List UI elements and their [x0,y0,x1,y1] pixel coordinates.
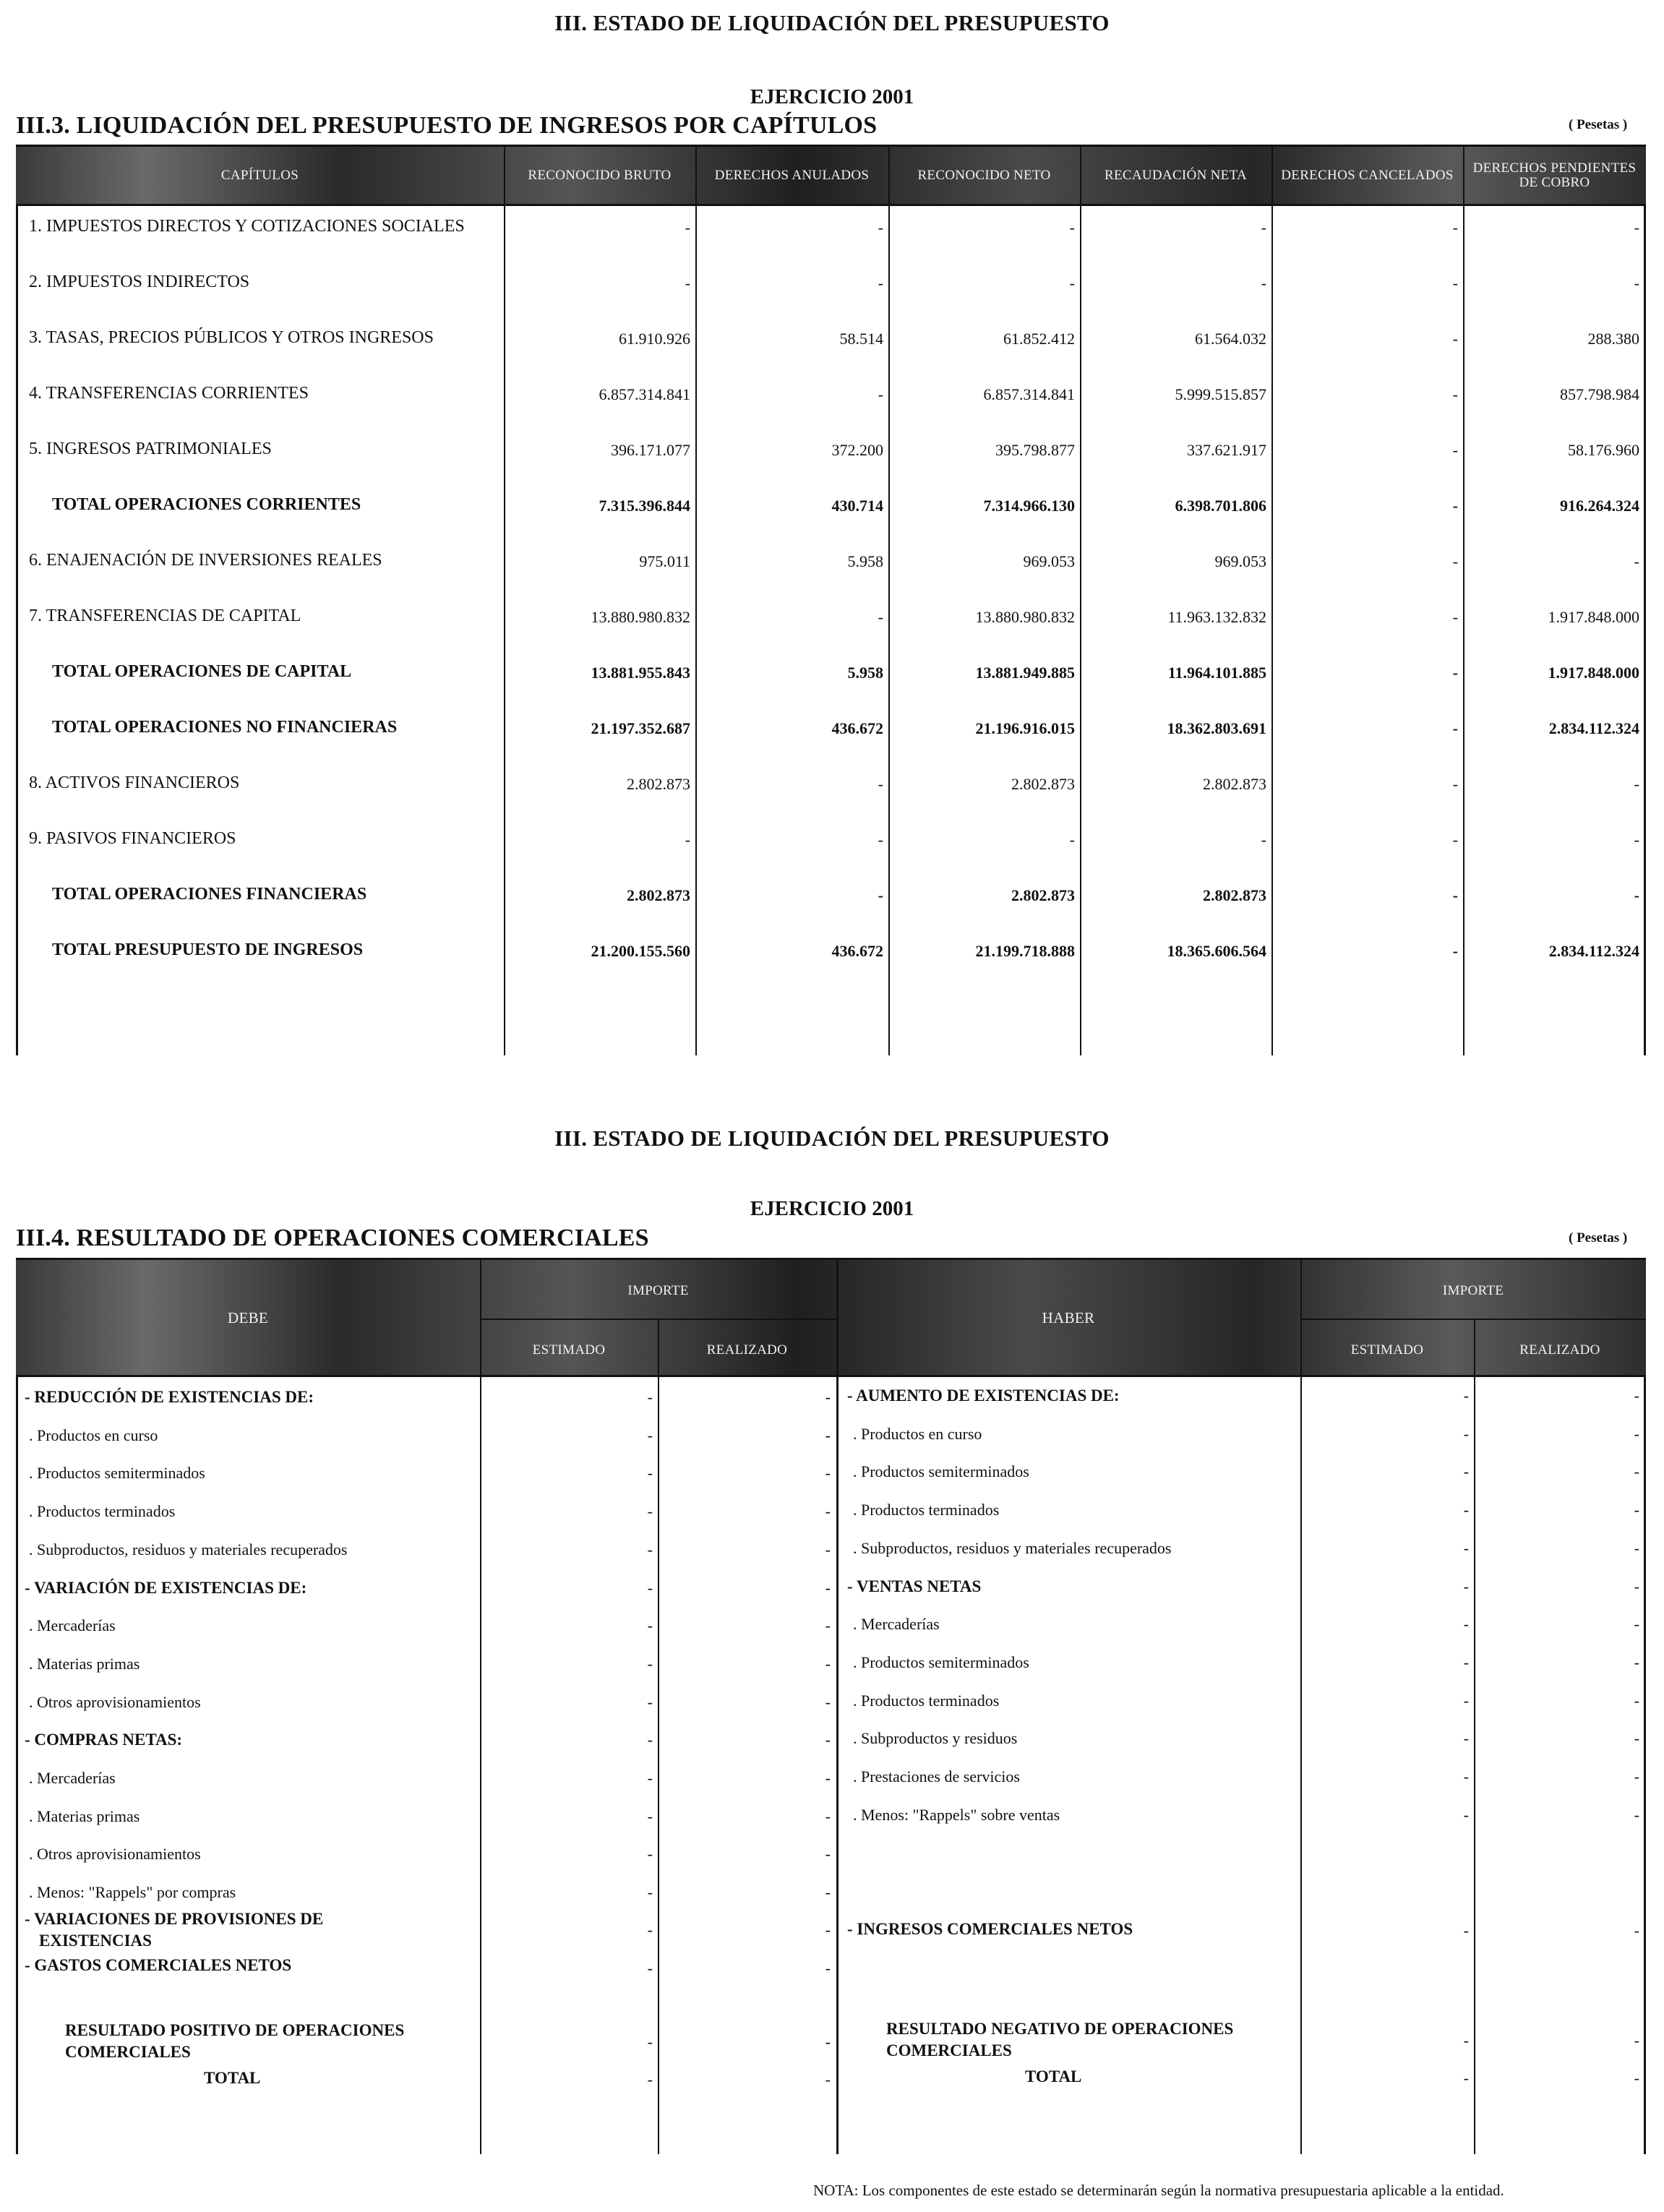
haber-row-label: . Prestaciones de servicios [853,1767,1020,1786]
capitulo-row-value: - [1452,942,1458,960]
haber-estimado-value: - [1463,2069,1469,2087]
capitulo-row-label: TOTAL OPERACIONES FINANCIERAS [52,885,367,904]
capitulo-row-value: 11.964.101.885 [1167,664,1266,682]
capitulo-row-value: 436.672 [831,942,883,960]
haber-realizado-value: - [1634,1806,1639,1824]
debe-row-label: . Mercaderías [29,1616,116,1634]
capitulo-row-value: 21.197.352.687 [591,719,690,737]
debe-realizado-value: - [825,1502,831,1520]
capitulo-row-value: 395.798.877 [995,441,1075,459]
debe-row-label: - COMPRAS NETAS: [25,1731,183,1749]
capitulo-row-value: 2.834.112.324 [1548,942,1639,960]
capitulo-row-value: 372.200 [831,441,883,459]
nota-footnote: NOTA: Los componentes de este estado se determinarán según la normativa presupuestaria aplicable a la entidad. [813,2182,1504,2199]
debe-estimado-value: - [647,1616,653,1634]
capitulo-row-value: 61.910.926 [619,330,690,348]
col-header-debe: DEBE [227,1308,269,1326]
capitulo-row-label: 2. IMPUESTOS INDIRECTOS [29,273,250,291]
haber-ingresos-label: - INGRESOS COMERCIALES NETOS [847,1920,1133,1938]
capitulo-row-value: - [878,886,883,904]
capitulo-row-label: TOTAL PRESUPUESTO DE INGRESOS [52,940,364,959]
haber-row-label: . Productos semiterminados [853,1653,1029,1671]
debe-realizado-value: - [825,1883,831,1901]
capitulo-row-value: - [1452,385,1458,403]
capitulo-row-value: - [1452,552,1458,570]
debe-resultado-label: COMERCIALES [65,2043,191,2061]
debe-row-label: . Otros aprovisionamientos [29,1845,201,1863]
debe-estimado-value: - [647,1655,653,1673]
haber-realizado-value: - [1634,1921,1639,1939]
debe-realizado-value: - [825,1769,831,1787]
capitulo-row-value: - [1452,608,1458,626]
capitulo-row-value: - [878,385,883,403]
haber-realizado-value: - [1634,1767,1639,1786]
capitulo-row-value: - [1261,218,1266,236]
capitulo-row-value: - [1634,552,1639,570]
capitulo-row-value: 18.362.803.691 [1167,719,1266,737]
debe-estimado-value: - [647,1769,653,1787]
debe-realizado-value: - [825,1388,831,1406]
debe-realizado-value: - [825,1693,831,1711]
capitulo-row-value: 975.011 [639,552,690,570]
capitulo-row-value: 5.999.515.857 [1175,385,1266,403]
capitulo-row-value: 2.802.873 [627,886,690,904]
capitulo-row-label: 8. ACTIVOS FINANCIEROS [29,773,240,792]
capitulo-row-value: - [1634,831,1639,849]
debe-realizado-value: - [825,2070,831,2088]
haber-realizado-value: - [1634,2069,1639,2087]
debe-row-label: . Subproductos, residuos y materiales recuperados [29,1540,348,1559]
capitulo-row-value: 61.564.032 [1195,330,1266,348]
capitulo-row-value: - [1634,775,1639,793]
capitulo-row-value: 21.196.916.015 [975,719,1075,737]
capitulo-row-value: 2.802.873 [1203,886,1266,904]
haber-estimado-value: - [1463,1729,1469,1747]
capitulo-row-value: 21.199.718.888 [975,942,1075,960]
capitulo-row-value: 857.798.984 [1560,385,1639,403]
haber-realizado-value: - [1634,1577,1639,1595]
haber-estimado-value: - [1463,1767,1469,1786]
col-header-importe-haber: IMPORTE [1442,1282,1504,1298]
debe-realizado-value: - [825,1807,831,1825]
haber-estimado-value: - [1463,1806,1469,1824]
section2-title: III.4. RESULTADO DE OPERACIONES COMERCIALES [16,1225,649,1251]
capitulo-row-value: 58.176.960 [1568,441,1639,459]
capitulo-row-value: 337.621.917 [1187,441,1266,459]
debe-realizado-value: - [825,1426,831,1444]
haber-row-label: . Mercaderías [853,1615,940,1633]
debe-realizado-value: - [825,1731,831,1749]
haber-total-label: TOTAL [1025,2067,1082,2085]
capitulo-row-value: 5.958 [847,664,883,682]
haber-estimado-value: - [1463,1615,1469,1633]
haber-row-label: - AUMENTO DE EXISTENCIAS DE: [847,1386,1120,1405]
haber-resultado-label: RESULTADO NEGATIVO DE OPERACIONES [886,2020,1234,2038]
section2-ejercicio: EJERCICIO 2001 [750,1197,914,1220]
section2-unit: ( Pesetas ) [1569,1230,1628,1246]
capitulo-row-label: 5. INGRESOS PATRIMONIALES [29,440,272,458]
haber-row-label: . Subproductos, residuos y materiales recuperados [853,1539,1172,1557]
divider [1474,1319,1475,2154]
divider [480,1258,481,2154]
capitulo-row-value: 436.672 [831,719,883,737]
divider [1463,145,1464,1055]
haber-row-label: . Productos semiterminados [853,1462,1029,1480]
debe-gastos-label: - GASTOS COMERCIALES NETOS [25,1956,292,1974]
capitulo-row-value: - [878,218,883,236]
capitulo-row-value: - [1634,274,1639,292]
comerciales-table-header [16,1258,1646,1377]
capitulo-row-value: 5.958 [847,552,883,570]
debe-estimado-value: - [647,1426,653,1444]
haber-estimado-value: - [1463,1386,1469,1405]
haber-realizado-value: - [1634,1539,1639,1557]
debe-estimado-value: - [647,1693,653,1711]
debe-variaciones-label: - VARIACIONES DE PROVISIONES DE [25,1910,324,1928]
capitulo-row-value: - [1452,497,1458,515]
debe-realizado-value: - [825,1464,831,1482]
capitulo-row-value: 6.398.701.806 [1175,497,1266,515]
haber-estimado-value: - [1463,1921,1469,1939]
col-header-recaudacion-neta: RECAUDACIÓN NETA [1105,167,1247,183]
capitulo-row-value: 396.171.077 [611,441,690,459]
capitulos-table-header [16,145,1646,206]
debe-variaciones-label: EXISTENCIAS [39,1932,152,1950]
capitulo-row-value: - [1452,719,1458,737]
capitulo-row-value: - [878,608,883,626]
capitulo-row-label: 3. TASAS, PRECIOS PÚBLICOS Y OTROS INGRESOS [29,328,434,347]
debe-realizado-value: - [825,1921,831,1939]
capitulo-row-label: TOTAL OPERACIONES DE CAPITAL [52,662,352,681]
debe-realizado-value: - [825,2033,831,2051]
section1-title: III.3. LIQUIDACIÓN DEL PRESUPUESTO DE INGRESOS POR CAPÍTULOS [16,112,878,139]
capitulo-row-value: 11.963.132.832 [1167,608,1266,626]
capitulo-row-value: - [1069,831,1075,849]
capitulo-row-value: - [1261,274,1266,292]
haber-estimado-value: - [1463,1577,1469,1595]
debe-estimado-value: - [647,2033,653,2051]
haber-row-label: . Productos en curso [853,1425,982,1443]
haber-row-label: . Productos terminados [853,1692,1000,1710]
col-header-realizado-haber: REALIZADO [1519,1342,1600,1358]
capitulo-row-value: - [1452,664,1458,682]
debe-row-label: . Materias primas [29,1655,140,1673]
debe-resultado-label: RESULTADO POSITIVO DE OPERACIONES [65,2021,405,2039]
capitulo-row-value: - [1634,218,1639,236]
debe-estimado-value: - [647,1807,653,1825]
capitulo-row-value: 13.881.949.885 [975,664,1075,682]
debe-realizado-value: - [825,1616,831,1634]
capitulo-row-value: 2.802.873 [1011,886,1075,904]
haber-realizado-value: - [1634,1501,1639,1519]
section2-heading: III. ESTADO DE LIQUIDACIÓN DEL PRESUPUESTO [554,1126,1110,1151]
debe-realizado-value: - [825,1579,831,1597]
capitulo-row-value: 58.514 [839,330,883,348]
haber-realizado-value: - [1634,1615,1639,1633]
capitulo-row-label: 4. TRANSFERENCIAS CORRIENTES [29,384,309,403]
capitulo-row-value: 969.053 [1023,552,1075,570]
col-header-derechos-anulados: DERECHOS ANULADOS [714,167,870,183]
capitulo-row-value: - [685,274,690,292]
debe-estimado-value: - [647,1502,653,1520]
debe-estimado-value: - [647,1883,653,1901]
capitulo-row-value: 6.857.314.841 [983,385,1075,403]
debe-row-label: - REDUCCIÓN DE EXISTENCIAS DE: [25,1388,314,1406]
capitulo-row-value: 2.802.873 [1203,775,1266,793]
haber-realizado-value: - [1634,1386,1639,1405]
capitulo-row-value: - [1069,274,1075,292]
capitulo-row-value: - [1452,218,1458,236]
debe-row-label: . Menos: "Rappels" por compras [29,1883,236,1901]
divider [836,1258,839,2154]
debe-row-label: . Productos terminados [29,1502,176,1520]
capitulo-row-value: - [685,831,690,849]
capitulo-row-value: 61.852.412 [1003,330,1075,348]
haber-estimado-value: - [1463,1462,1469,1480]
capitulo-row-value: 2.802.873 [1011,775,1075,793]
haber-row-label: . Menos: "Rappels" sobre ventas [853,1806,1060,1824]
capitulo-row-value: 18.365.606.564 [1167,942,1266,960]
capitulo-row-value: - [1634,886,1639,904]
divider [1080,145,1081,1055]
haber-row-label: . Subproductos y residuos [853,1729,1018,1747]
capitulo-row-value: - [1452,441,1458,459]
capitulo-row-value: 21.200.155.560 [591,942,690,960]
capitulo-row-value: 430.714 [831,497,883,515]
capitulo-row-value: 1.917.848.000 [1548,664,1639,682]
debe-row-label: . Mercaderías [29,1769,116,1787]
capitulo-row-value: 2.834.112.324 [1548,719,1639,737]
debe-realizado-value: - [825,1959,831,1977]
col-header-reconocido-bruto: RECONOCIDO BRUTO [528,167,672,183]
capitulo-row-value: - [878,775,883,793]
capitulo-row-value: - [1069,218,1075,236]
divider [504,145,505,1055]
capitulo-row-label: 6. ENAJENACIÓN DE INVERSIONES REALES [29,551,382,570]
col-header-pendientes-cobro: DERECHOS PENDIENTES DE COBRO [1472,160,1637,190]
section1-heading: III. ESTADO DE LIQUIDACIÓN DEL PRESUPUESTO [554,10,1110,35]
debe-estimado-value: - [647,1540,653,1559]
capitulo-row-value: 13.881.955.843 [591,664,690,682]
debe-total-label: TOTAL [204,2069,261,2087]
capitulo-row-value: 916.264.324 [1560,497,1639,515]
debe-estimado-value: - [647,1579,653,1597]
divider [1300,1258,1302,2154]
capitulo-row-value: - [1452,274,1458,292]
haber-realizado-value: - [1634,1653,1639,1671]
debe-estimado-value: - [647,1464,653,1482]
capitulo-row-value: - [1452,775,1458,793]
haber-estimado-value: - [1463,1539,1469,1557]
section1-ejercicio: EJERCICIO 2001 [750,85,914,108]
capitulo-row-label: TOTAL OPERACIONES CORRIENTES [52,495,361,514]
capitulo-row-label: 7. TRANSFERENCIAS DE CAPITAL [29,606,301,625]
haber-realizado-value: - [1634,2031,1639,2049]
debe-estimado-value: - [647,1959,653,1977]
capitulo-row-label: TOTAL OPERACIONES NO FINANCIERAS [52,718,398,737]
col-header-derechos-cancelados: DERECHOS CANCELADOS [1281,167,1454,183]
debe-estimado-value: - [647,1921,653,1939]
capitulo-row-value: 969.053 [1214,552,1266,570]
debe-row-label: . Materias primas [29,1807,140,1825]
capitulo-row-value: 6.857.314.841 [599,385,690,403]
capitulo-row-label: 9. PASIVOS FINANCIEROS [29,829,236,848]
debe-realizado-value: - [825,1540,831,1559]
capitulo-row-value: - [1452,831,1458,849]
haber-resultado-label: COMERCIALES [886,2041,1012,2059]
capitulo-row-value: 288.380 [1587,330,1639,348]
debe-estimado-value: - [647,1845,653,1863]
col-header-estimado-haber: ESTIMADO [1350,1342,1424,1358]
haber-estimado-value: - [1463,1653,1469,1671]
capitulo-row-value: - [1452,886,1458,904]
col-header-estimado-debe: ESTIMADO [532,1342,606,1358]
capitulo-row-value: 1.917.848.000 [1548,608,1639,626]
haber-row-label: . Productos terminados [853,1501,1000,1519]
capitulo-row-value: 2.802.873 [627,775,690,793]
section1-unit: ( Pesetas ) [1569,117,1628,132]
capitulo-row-value: - [1261,831,1266,849]
col-header-importe-debe: IMPORTE [627,1282,689,1298]
debe-estimado-value: - [647,2070,653,2088]
debe-row-label: . Productos en curso [29,1426,158,1444]
debe-estimado-value: - [647,1388,653,1406]
capitulo-row-label: 1. IMPUESTOS DIRECTOS Y COTIZACIONES SOCIALES [29,217,465,236]
divider [888,145,890,1055]
debe-row-label: . Otros aprovisionamientos [29,1693,201,1711]
haber-realizado-value: - [1634,1692,1639,1710]
capitulo-row-value: 13.880.980.832 [591,608,690,626]
haber-realizado-value: - [1634,1425,1639,1443]
divider [1271,145,1273,1055]
capitulo-row-value: 13.880.980.832 [975,608,1075,626]
capitulo-row-value: 7.314.966.130 [983,497,1075,515]
haber-estimado-value: - [1463,2031,1469,2049]
haber-realizado-value: - [1634,1729,1639,1747]
col-header-realizado-debe: REALIZADO [706,1342,788,1358]
debe-row-label: - VARIACIÓN DE EXISTENCIAS DE: [25,1579,307,1597]
haber-estimado-value: - [1463,1692,1469,1710]
debe-estimado-value: - [647,1731,653,1749]
col-header-capitulos: CAPÍTULOS [220,167,299,183]
haber-estimado-value: - [1463,1501,1469,1519]
haber-estimado-value: - [1463,1425,1469,1443]
col-header-haber: HABER [1042,1308,1095,1326]
capitulo-row-value: - [878,831,883,849]
capitulo-row-value: - [878,274,883,292]
col-header-reconocido-neto: RECONOCIDO NETO [917,167,1051,183]
divider [695,145,697,1055]
debe-row-label: . Productos semiterminados [29,1464,205,1482]
debe-realizado-value: - [825,1845,831,1863]
haber-realizado-value: - [1634,1462,1639,1480]
capitulo-row-value: 7.315.396.844 [599,497,690,515]
divider [658,1319,659,2154]
divider [1300,1319,1646,1320]
debe-realizado-value: - [825,1655,831,1673]
haber-row-label: - VENTAS NETAS [847,1577,982,1595]
capitulo-row-value: - [685,218,690,236]
capitulo-row-value: - [1452,330,1458,348]
